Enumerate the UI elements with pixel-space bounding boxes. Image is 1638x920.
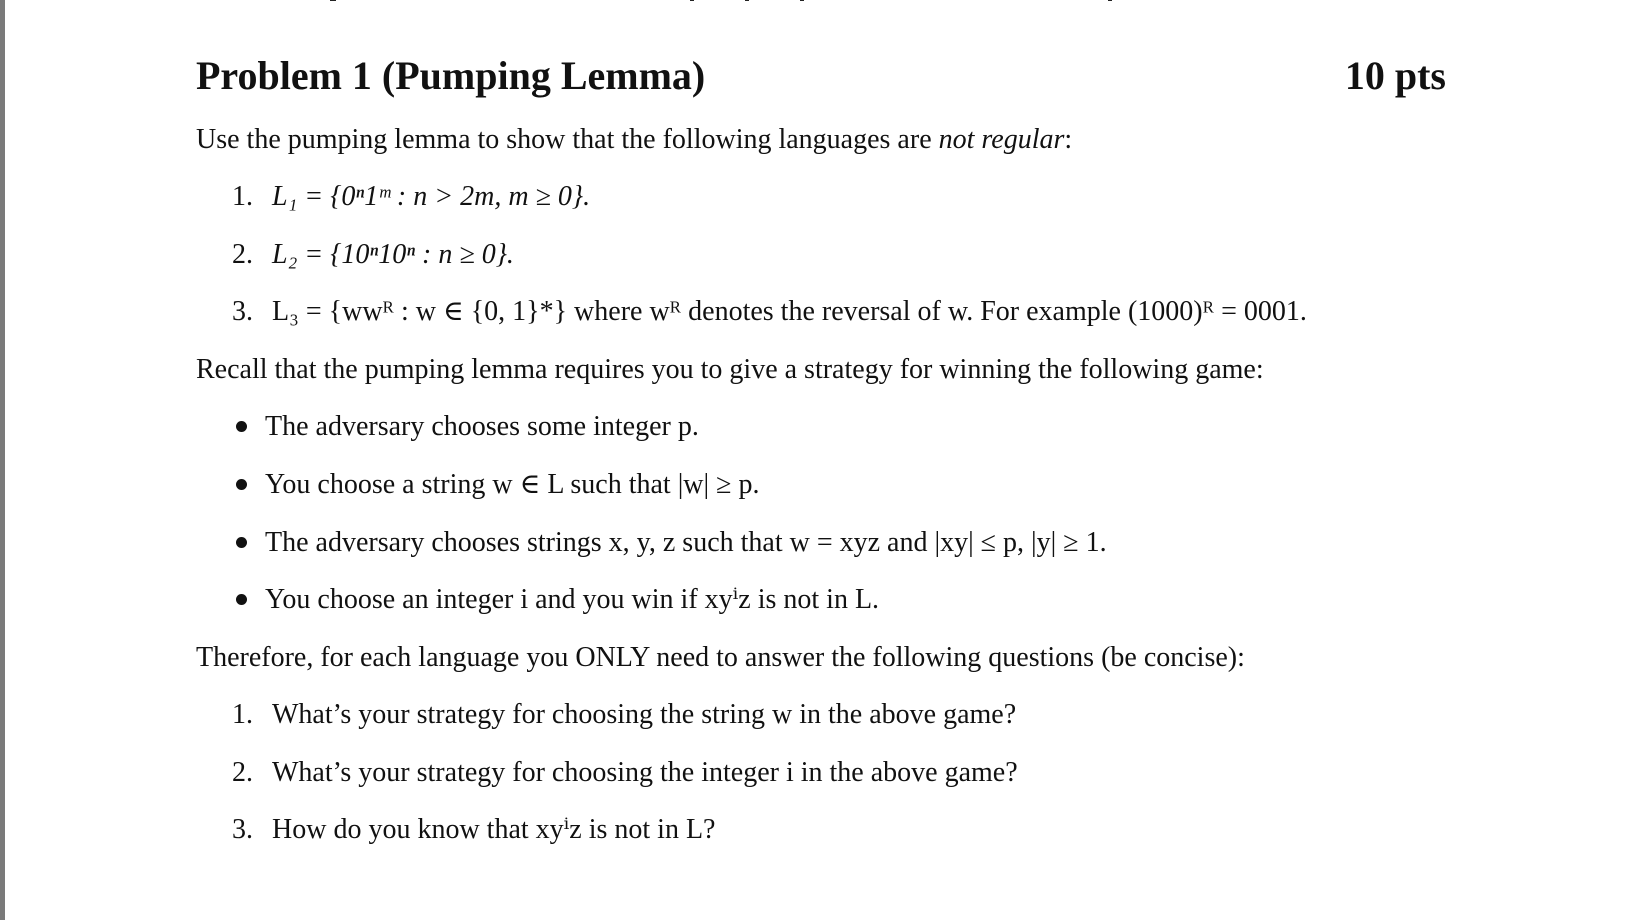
language-definition: L₁ = {0ⁿ1ᵐ : n > 2m, m ≥ 0}. <box>272 181 591 212</box>
bullet-dot-icon <box>236 479 247 490</box>
game-step <box>236 582 879 618</box>
question-item <box>232 697 1016 733</box>
question-number: 2. <box>232 757 253 788</box>
page-left-border <box>0 0 5 920</box>
language-item <box>232 294 1307 330</box>
game-step-text: The adversary chooses strings x, y, z such that w = xyz and |xy| ≤ p, |y| ≥ 1. <box>265 527 1107 558</box>
intro-paragraph <box>196 122 1072 158</box>
game-step <box>236 409 699 445</box>
language-number: 1. <box>232 181 253 212</box>
game-step-text: You choose an integer i and you win if xyⁱz is not in L. <box>265 584 880 615</box>
game-step-text: You choose a string w ∈ L such that |w| ≥ p. <box>265 469 760 500</box>
game-step-text: The adversary chooses some integer p. <box>265 411 699 442</box>
game-step <box>236 467 760 503</box>
language-definition: L₂ = {10ⁿ10ⁿ : n ≥ 0}. <box>272 239 514 270</box>
bullet-dot-icon <box>236 421 247 432</box>
bullet-dot-icon <box>236 537 247 548</box>
problem-points: 10 pts <box>1344 53 1446 98</box>
clipped-previous-line <box>0 0 1638 8</box>
recall-paragraph: Recall that the pumping lemma requires you to give a strategy for winning the following game: <box>196 354 1264 385</box>
language-number: 2. <box>232 239 253 270</box>
question-number: 3. <box>232 814 253 845</box>
question-item <box>232 812 715 848</box>
language-number: 3. <box>232 296 253 327</box>
language-item <box>232 237 514 273</box>
intro-colon: : <box>1064 124 1073 155</box>
intro-emphasis: not regular <box>938 124 1065 155</box>
language-item <box>232 179 590 215</box>
problem-title: Problem 1 (Pumping Lemma) <box>196 53 706 98</box>
game-step <box>236 525 1107 561</box>
question-item <box>232 755 1018 791</box>
therefore-paragraph: Therefore, for each language you ONLY need to answer the following questions (be concise): <box>196 642 1245 673</box>
question-text: How do you know that xyⁱz is not in L? <box>272 814 716 845</box>
language-definition: L₃ = {wwᴿ : w ∈ {0, 1}*} where wᴿ denotes the reversal of w. For example (1000)ᴿ = 0001. <box>272 296 1307 327</box>
intro-text: Use the pumping lemma to show that the following languages are <box>196 124 939 155</box>
bullet-dot-icon <box>236 594 247 605</box>
question-text: What’s your strategy for choosing the string w in the above game? <box>272 699 1017 730</box>
question-number: 1. <box>232 699 253 730</box>
question-text: What’s your strategy for choosing the integer i in the above game? <box>272 757 1018 788</box>
